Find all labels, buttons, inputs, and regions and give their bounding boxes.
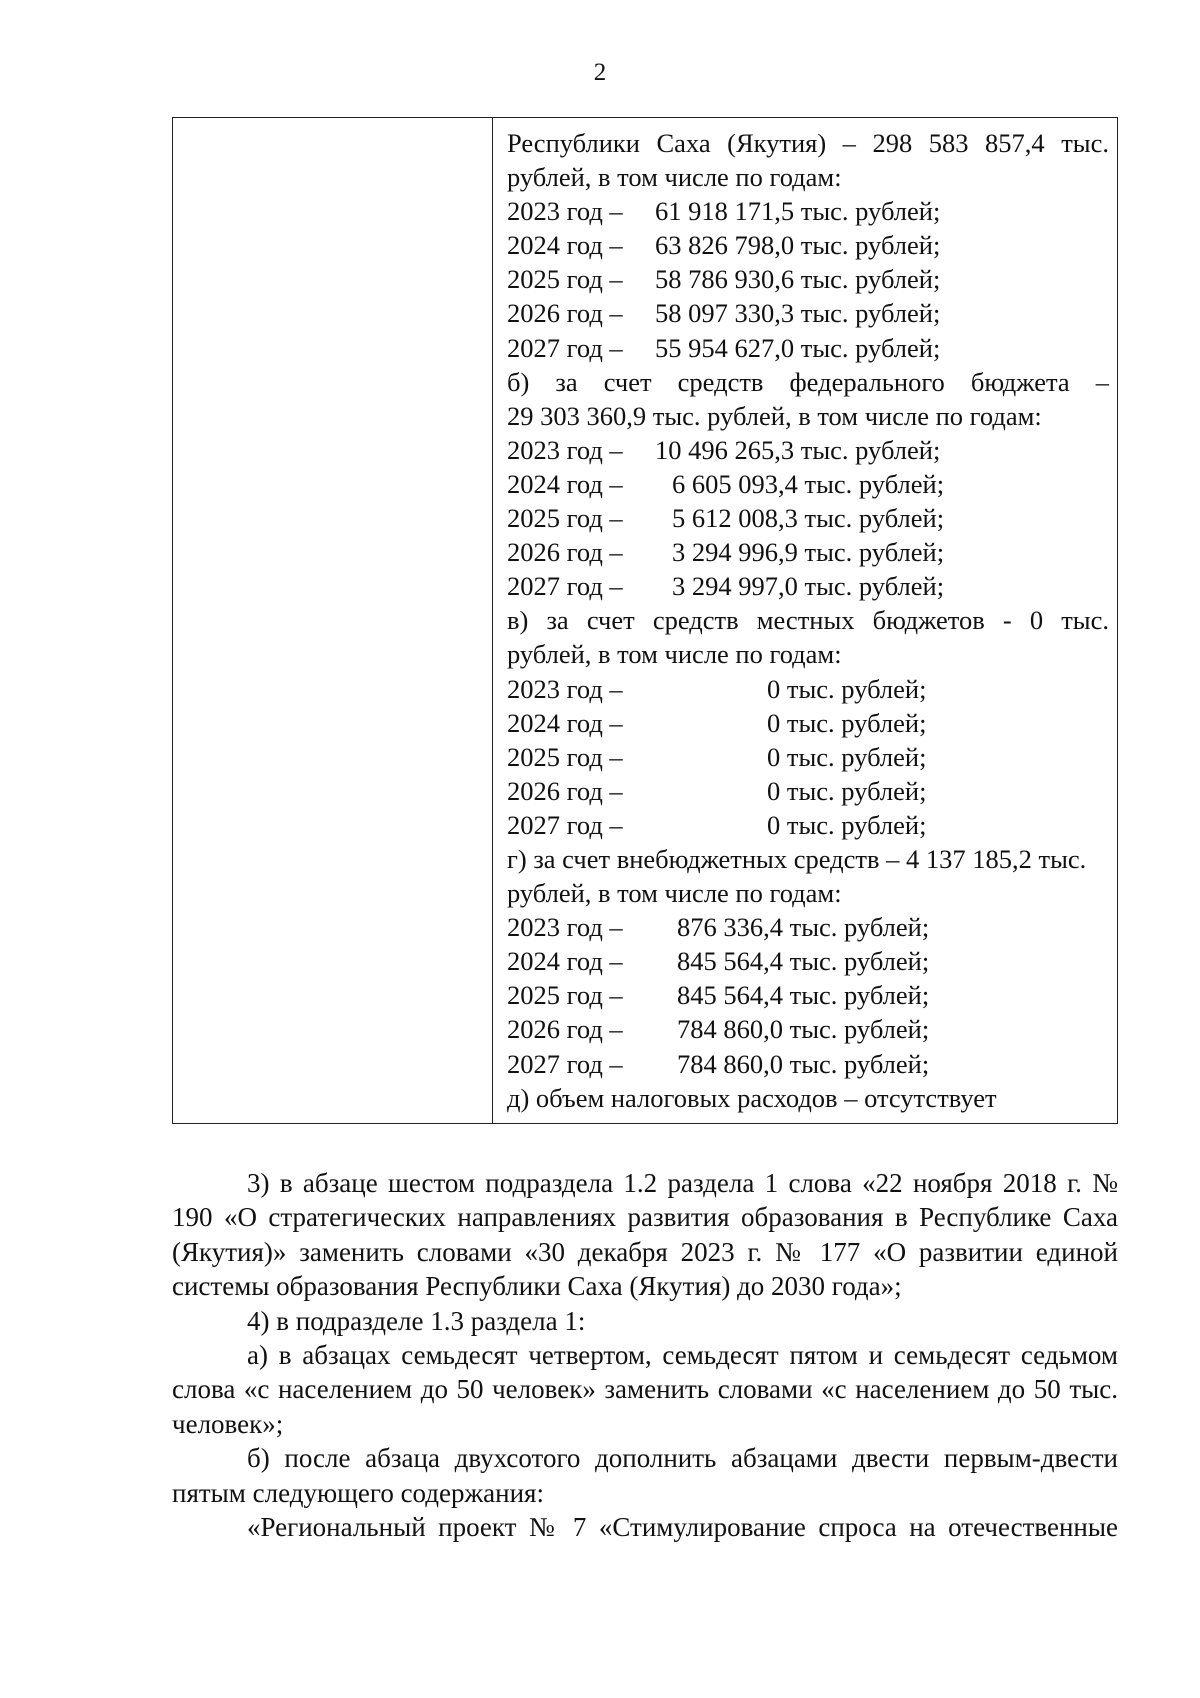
- year-label: 2025 год –: [507, 741, 623, 772]
- year-label: 2027 год –: [507, 809, 623, 840]
- year-amount: 784 860,0 тыс. рублей;: [677, 1048, 930, 1079]
- year-amount: 55 954 627,0 тыс. рублей;: [655, 332, 941, 363]
- funding-text-line: г) за счет внебюджетных средств – 4 137 185,2 тыс.: [507, 843, 1087, 874]
- year-amount: 845 564,4 тыс. рублей;: [677, 946, 930, 977]
- table-right-cell: [493, 118, 1118, 1124]
- year-amount: 845 564,4 тыс. рублей;: [677, 980, 930, 1011]
- year-label: 2023 год –: [507, 196, 623, 227]
- year-label: 2023 год –: [507, 912, 623, 943]
- funding-year-line: [507, 808, 1109, 842]
- year-amount: 10 496 265,3 тыс. рублей;: [655, 434, 941, 465]
- funding-year-line: [507, 1047, 1109, 1081]
- paragraph: «Региональный проект № 7 «Стимулирование спроса на отечественные: [247, 1512, 1118, 1543]
- paragraph: 4) в подразделе 1.3 раздела 1:: [247, 1305, 586, 1336]
- funding-year-line: [507, 910, 1109, 944]
- year-label: 2025 год –: [507, 503, 623, 534]
- paragraph: 3) в абзаце шестом подраздела 1.2 раздела 1 слова «22 ноября 2018 г. № 190 «О стратегических направлениях развития образования в Республике Саха (Якутия)» заменить словами «30 декабря 2023 г. № 177 «О развитии единой системы образования Республики Саха (Якутия) до 2030 года»;: [172, 1168, 1118, 1302]
- funding-year-line: [507, 467, 1109, 501]
- year-label: 2024 год –: [507, 946, 623, 977]
- funding-year-line: [507, 1012, 1109, 1046]
- year-amount: 876 336,4 тыс. рублей;: [677, 912, 930, 943]
- funding-year-line: [507, 194, 1109, 228]
- funding-year-line: [507, 706, 1109, 740]
- funding-year-line: [507, 228, 1109, 262]
- year-amount: 0 тыс. рублей;: [767, 809, 927, 840]
- year-amount: 0 тыс. рублей;: [767, 673, 927, 704]
- table-left-cell: [173, 118, 493, 1124]
- year-label: 2025 год –: [507, 264, 623, 295]
- funding-text-line: д) объем налоговых расходов – отсутствует: [507, 1082, 997, 1113]
- paragraph: а) в абзацах семьдесят четвертом, семьдесят пятом и семьдесят седьмом слова «с населением до 50 человек» заменить словами «с населением до 50 тыс. человек»;: [172, 1340, 1118, 1439]
- funding-text-line: 29 303 360,9 тыс. рублей, в том числе по годам:: [507, 400, 1042, 431]
- funding-text-line: в) за счет средств местных бюджетов - 0 тыс.: [507, 605, 1109, 636]
- body-text: [172, 1166, 1118, 1544]
- funding-text-line: рублей, в том числе по годам:: [507, 162, 842, 193]
- page-number: 2: [593, 59, 607, 86]
- year-label: 2026 год –: [507, 298, 623, 329]
- funding-year-line: [507, 944, 1109, 978]
- funding-year-line: [507, 774, 1109, 808]
- year-label: 2027 год –: [507, 1048, 623, 1079]
- year-amount: 0 тыс. рублей;: [767, 775, 927, 806]
- funding-text-line: рублей, в том числе по годам:: [507, 878, 842, 909]
- funding-year-line: [507, 569, 1109, 603]
- funding-year-line: [507, 978, 1109, 1012]
- financing-table: [172, 117, 1118, 1124]
- year-label: 2027 год –: [507, 571, 623, 602]
- year-amount: 6 605 093,4 тыс. рублей;: [672, 468, 945, 499]
- funding-year-line: [507, 501, 1109, 535]
- year-label: 2027 год –: [507, 332, 623, 363]
- year-amount: 3 294 997,0 тыс. рублей;: [672, 571, 945, 602]
- funding-text-line: б) за счет средств федерального бюджета –: [507, 366, 1109, 397]
- funding-year-line: [507, 296, 1109, 330]
- paragraph: б) после абзаца двухсотого дополнить абзацами двести первым-двести пятым следующего содержания:: [172, 1443, 1118, 1508]
- year-amount: 58 097 330,3 тыс. рублей;: [655, 298, 941, 329]
- year-amount: 61 918 171,5 тыс. рублей;: [655, 196, 941, 227]
- funding-year-line: [507, 433, 1109, 467]
- funding-year-line: [507, 672, 1109, 706]
- year-amount: 5 612 008,3 тыс. рублей;: [672, 503, 945, 534]
- year-amount: 0 тыс. рублей;: [767, 741, 927, 772]
- funding-text-line: Республики Саха (Якутия) – 298 583 857,4 тыс.: [507, 128, 1109, 158]
- funding-year-line: [507, 331, 1109, 365]
- year-amount: 0 тыс. рублей;: [767, 707, 927, 738]
- year-label: 2026 год –: [507, 537, 623, 568]
- year-amount: 3 294 996,9 тыс. рублей;: [672, 537, 945, 568]
- funding-year-line: [507, 535, 1109, 569]
- funding-text-line: рублей, в том числе по годам:: [507, 639, 842, 670]
- year-label: 2024 год –: [507, 468, 623, 499]
- year-label: 2026 год –: [507, 775, 623, 806]
- year-label: 2026 год –: [507, 1014, 623, 1045]
- year-label: 2024 год –: [507, 230, 623, 261]
- year-label: 2023 год –: [507, 673, 623, 704]
- funding-year-line: [507, 262, 1109, 296]
- year-label: 2024 год –: [507, 707, 623, 738]
- financing-lines: [507, 126, 1109, 1115]
- year-amount: 58 786 930,6 тыс. рублей;: [655, 264, 941, 295]
- year-amount: 63 826 798,0 тыс. рублей;: [655, 230, 941, 261]
- year-label: 2023 год –: [507, 434, 623, 465]
- table-row: [173, 118, 1118, 1124]
- funding-year-line: [507, 740, 1109, 774]
- year-amount: 784 860,0 тыс. рублей;: [677, 1014, 930, 1045]
- year-label: 2025 год –: [507, 980, 623, 1011]
